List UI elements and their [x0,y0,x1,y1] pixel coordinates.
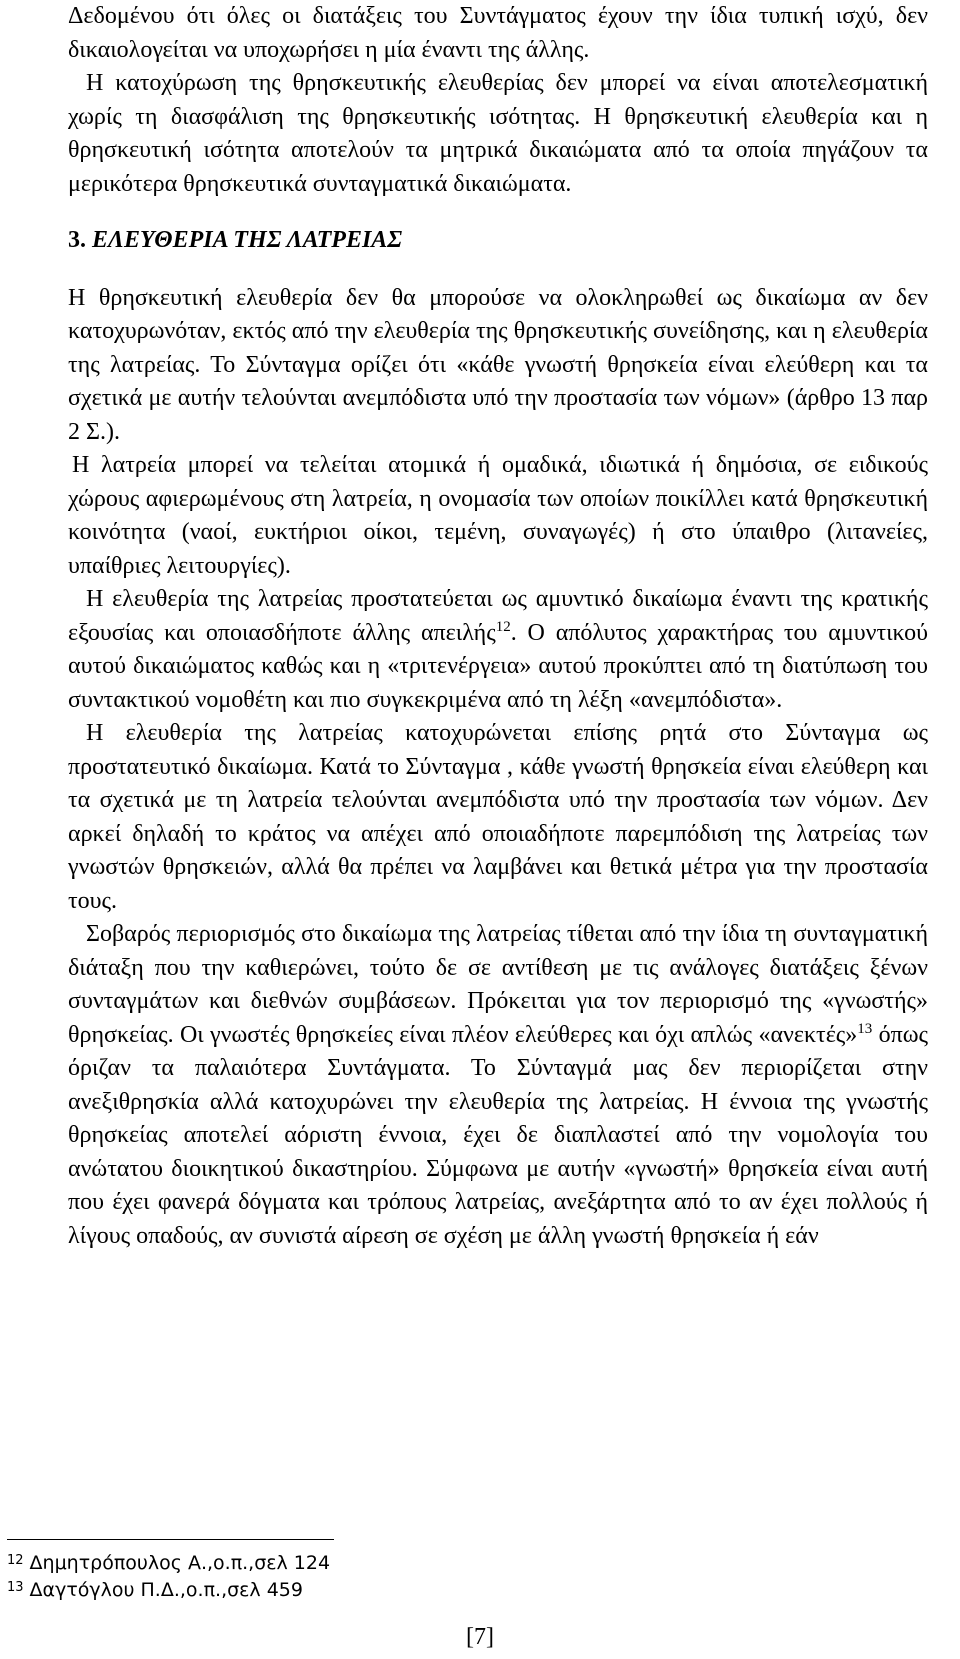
footnote-text: Δημητρόπουλος Α.,ο.π.,σελ 124 [29,1552,331,1574]
footnote-ref-12: 12 [495,618,511,635]
paragraph-defensive-right [68,583,928,717]
page-number: [7] [466,1624,494,1650]
paragraph-known-religion-b: όπως όριζαν τα παλαιότερα Συντάγματα. Το Σύνταγμά μας δεν περιορίζεται στην ανεξιθρησκία αλλά κατοχυρώνει την ελευθερία της λατρείας. Η έννοια της γνωστής θρησκείας αποτελεί αόριστη έννοια, έχει δε διαπλαστεί από την νομολογία του ανώτατου διοικητικού δικαστηρίου. Σύμφωνα με αυτήν «γνωστή» θρησκεία είναι αυτή που έχει φανερά δόγματα και τρόπους λατρείας, ανεξάρτητα από το αν έχει πολλούς ή λίγους οπαδούς, αν συνιστά αίρεση σε σχέση με άλλη γνωστή θρησκεία ή εάν [68,1021,929,1249]
paragraph-worship-definition: Η θρησκευτική ελευθερία δεν θα μπορούσε να ολοκληρωθεί ως δικαίωμα αν δεν κατοχυρωνόταν, εκτός από την ελευθερία της θρησκευτικής συνείδησης, και η ελευθερία της λατρείας. Το Σύνταγμα ορίζει ότι «κάθε γνωστή θρησκεία είναι ελεύθερη και τα σχετικά με αυτήν τελούνται ανεμπόδιστα υπό την προστασία των νόμων» (άρθρο 13 παρ 2 Σ.). [68,284,928,445]
paragraph-defensive-right-b: . Ο απόλυτος χαρακτήρας του αμυντικού αυτού δικαιώματος καθώς και η «τριτενέργεια» αυτού προκύπτει από τη διατύπωση του συντακτικού νομοθέτη και πιο συγκεκριμένα από τη λέξη «ανεμπόδιστα». [68,619,929,713]
section-title: ΕΛΕΥΘΕΡΙΑ ΤΗΣ ΛΑΤΡΕΙΑΣ [92,227,403,253]
footnote-13 [7,1577,330,1604]
footnote-text: Δαγτόγλου Π.Δ.,ο.π.,σελ 459 [29,1579,303,1601]
paragraph-protective-right: Η ελευθερία της λατρείας κατοχυρώνεται επίσης ρητά στο Σύνταγμα ως προστατευτικό δικαίωμα. Κατά το Σύνταγμα , κάθε γνωστή θρησκεία είναι ελεύθερη και τα σχετικά με τη λατρεία τελούνται ανεμπόδιστα υπό την προστασία των νόμων. Δεν αρκεί δηλαδή το κράτος να απέχει από οποιαδήποτε παρεμπόδιση της λατρείας των γνωστών θρησκειών, αλλά θα πρέπει να λαμβάνει και θετικά μέτρα για την προστασία τους. [68,720,928,914]
paragraph-defensive-right-a: Η ελευθερία της λατρείας προστατεύεται ως αμυντικό δικαίωμα έναντι της κρατικής εξουσίας και οποιασδήποτε άλλης απειλής [68,586,928,646]
body-text [68,0,928,1253]
footnotes [7,1550,330,1604]
paragraph-known-religion-a: Σοβαρός περιορισμός στο δικαίωμα της λατρείας τίθεται από την ίδια τη συνταγματική διάταξη που την καθιερώνει, τούτο δε σε αντίθεση με τις ανάλογες διατάξεις ξένων συνταγμάτων και διεθνών συμβάσεων. Πρόκειται για τον περιορισμό της «γνωστής» θρησκείας. Οι γνωστές θρησκείες είναι πλέον ελεύθερες και όχι απλώς «ανεκτές» [68,921,928,1048]
paragraph-worship-forms: Η λατρεία μπορεί να τελείται ατομικά ή ομαδικά, ιδιωτικά ή δημόσια, σε ειδικούς χώρους αφιερωμένους στη λατρεία, η ονομασία των οποίων ποικίλλει κατά θρησκευτική κοινότητα (ναοί, ευκτήριοι οίκοι, τεμένη, συναγωγές) ή στο ύπαιθρο (λιτανείες, υπαίθριες λειτουργίες). [68,452,928,579]
footnote-divider [7,1539,334,1540]
footnote-12 [7,1550,330,1577]
paragraph-equality: Η κατοχύρωση της θρησκευτικής ελευθερίας δεν μπορεί να είναι αποτελεσματική χωρίς τη διασφάλιση της θρησκευτικής ισότητας. Η θρησκευτική ελευθερία και η θρησκευτική ισότητα αποτελούν τα μητρικά δικαιώματα από τα οποία πηγάζουν τα μερικότερα θρησκευτικά συνταγματικά δικαιώματα. [68,70,928,197]
footnote-number: 13 [7,1580,24,1595]
paragraph-known-religion [68,918,928,1253]
section-number: 3. [68,227,86,253]
footnote-ref-13: 13 [857,1020,873,1037]
footnote-number: 12 [7,1553,24,1568]
section-heading [68,224,928,258]
paragraph-intro: Δεδομένου ότι όλες οι διατάξεις του Συντάγματος έχουν την ίδια τυπική ισχύ, δεν δικαιολογείται να υποχωρήσει η μία έναντι της άλλης. [68,3,928,63]
